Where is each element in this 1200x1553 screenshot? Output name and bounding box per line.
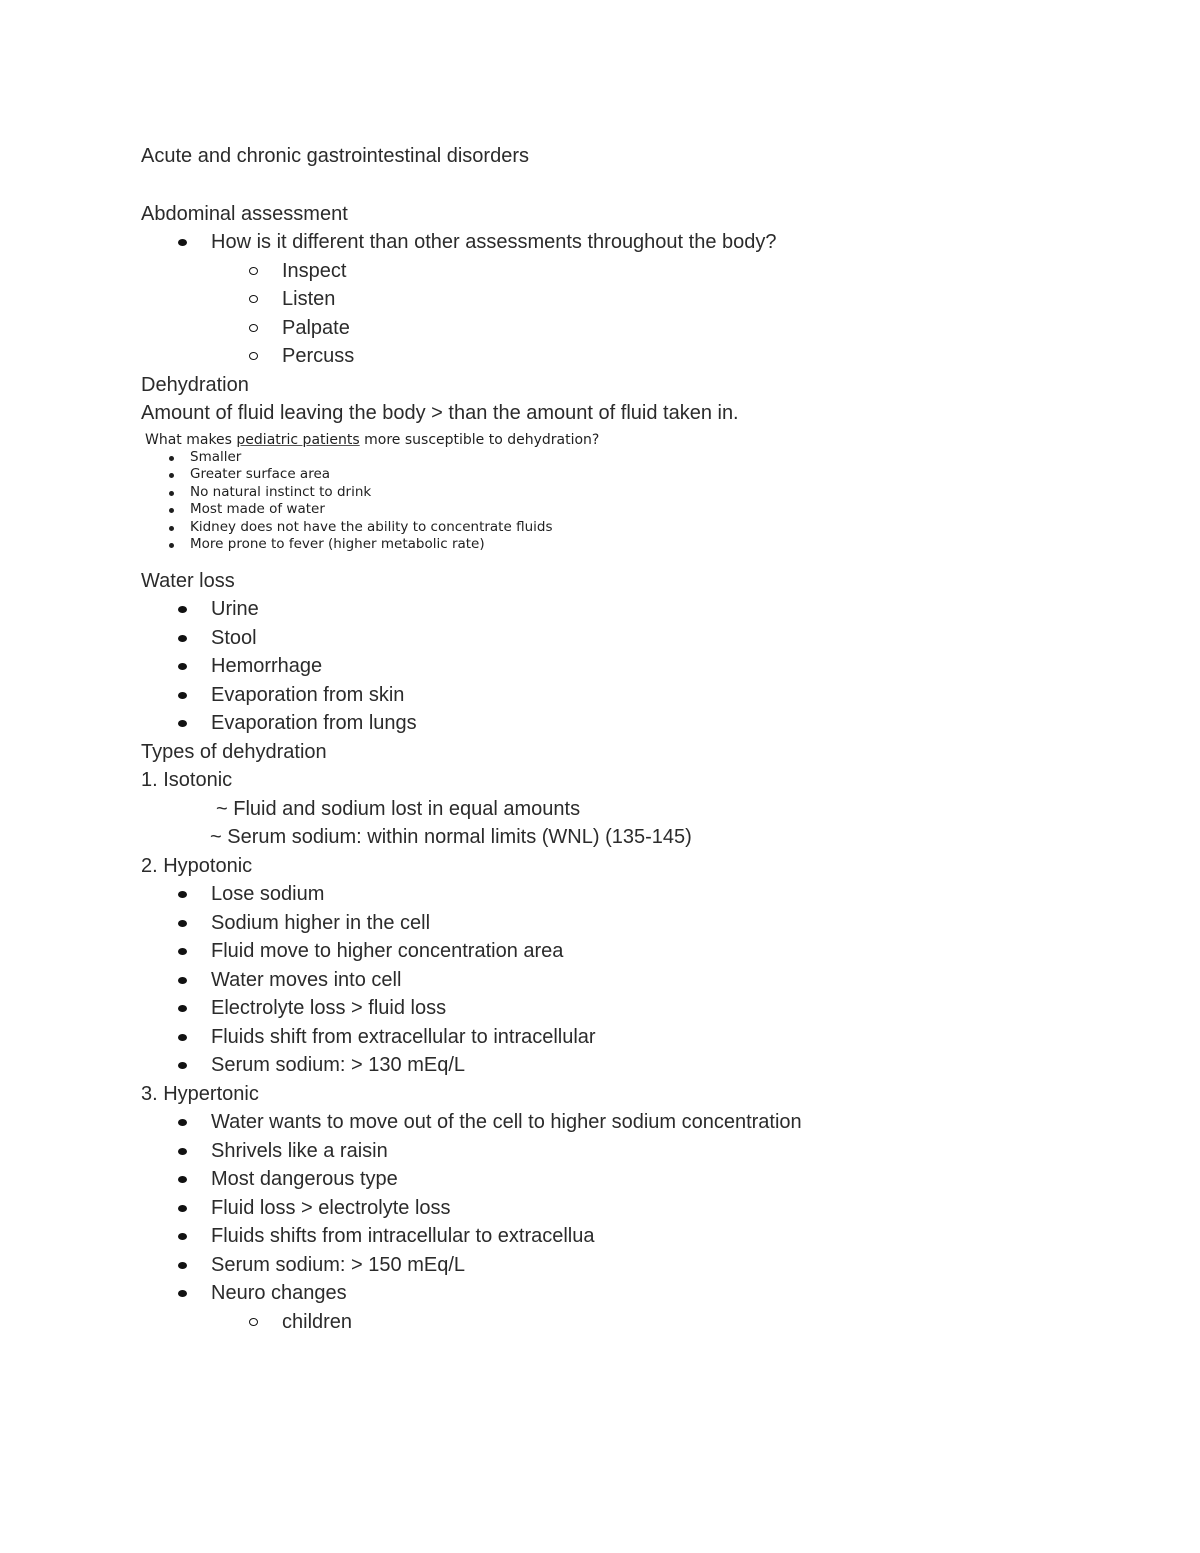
list-item: Fluid loss > electrolyte loss	[141, 1194, 1101, 1223]
list-item: More prone to fever (higher metabolic rate)	[145, 536, 1101, 554]
list-item: Fluids shifts from intracellular to extracellua	[141, 1222, 1101, 1251]
list-item: Inspect	[141, 257, 1101, 286]
bullet-icon	[178, 977, 187, 984]
hypotonic-list	[141, 880, 1101, 1080]
hypotonic-heading: 2. Hypotonic	[141, 854, 253, 877]
list-item: Sodium higher in the cell	[141, 909, 1101, 938]
bullet-icon	[178, 239, 187, 246]
list-item: Most made of water	[145, 501, 1101, 519]
bullet-icon	[169, 543, 174, 548]
bullet-icon	[178, 1148, 187, 1155]
bullet-icon	[178, 720, 187, 727]
bullet-icon	[178, 692, 187, 699]
hollow-bullet-icon	[249, 1318, 258, 1326]
list-item: Smaller	[145, 449, 1101, 467]
list-item: Greater surface area	[145, 466, 1101, 484]
list-item: Lose sodium	[141, 880, 1101, 909]
list-item: Shrivels like a raisin	[141, 1137, 1101, 1166]
bullet-icon	[178, 1233, 187, 1240]
list-item: Evaporation from skin	[141, 681, 1101, 710]
dehydration-heading: Dehydration	[141, 373, 249, 396]
list-item: How is it different than other assessments throughout the body?	[141, 228, 1101, 257]
bullet-icon	[178, 1205, 187, 1212]
list-item: Water wants to move out of the cell to higher sodium concentration	[141, 1108, 1101, 1137]
isotonic-line-1: ~ Fluid and sodium lost in equal amounts	[216, 797, 581, 820]
list-item: Serum sodium: > 150 mEq/L	[141, 1251, 1101, 1280]
bullet-icon	[169, 526, 174, 531]
list-item: Fluids shift from extracellular to intracellular	[141, 1023, 1101, 1052]
list-item: Most dangerous type	[141, 1165, 1101, 1194]
bullet-icon	[169, 491, 174, 496]
bullet-icon	[178, 663, 187, 670]
bullet-icon	[178, 1290, 187, 1297]
bullet-icon	[178, 1034, 187, 1041]
list-item: Palpate	[141, 314, 1101, 343]
dehydration-definition: Amount of fluid leaving the body > than the amount of fluid taken in.	[141, 402, 739, 424]
isotonic-heading: 1. Isotonic	[141, 769, 233, 791]
snippet-list	[145, 449, 1101, 554]
bullet-icon	[178, 948, 187, 955]
hypertonic-sub-list	[141, 1308, 1101, 1337]
underlined-term: pediatric patients	[236, 431, 360, 448]
list-item: Listen	[141, 285, 1101, 314]
list-item: Serum sodium: > 130 mEq/L	[141, 1051, 1101, 1080]
list-item: Evaporation from lungs	[141, 709, 1101, 738]
list-item: Percuss	[141, 342, 1101, 371]
list-item: Fluid move to higher concentration area	[141, 937, 1101, 966]
abdominal-heading: Abdominal assessment	[141, 202, 348, 225]
hollow-bullet-icon	[249, 267, 258, 275]
list-item: children	[141, 1308, 1101, 1337]
bullet-icon	[178, 1062, 187, 1069]
bullet-icon	[178, 1262, 187, 1269]
list-item: Water moves into cell	[141, 966, 1101, 995]
list-item: Hemorrhage	[141, 652, 1101, 681]
hollow-bullet-icon	[249, 352, 258, 360]
snippet-question: What makes pediatric patients more susceptible to dehydration?	[145, 431, 600, 448]
list-item: No natural instinct to drink	[145, 484, 1101, 502]
water-loss-list	[141, 595, 1101, 738]
blank-line	[141, 171, 1101, 200]
document-body	[141, 142, 1101, 1336]
list-item: Urine	[141, 595, 1101, 624]
water-loss-heading: Water loss	[141, 569, 235, 592]
bullet-icon	[178, 1005, 187, 1012]
hypertonic-list	[141, 1108, 1101, 1308]
pasted-image-snippet	[145, 428, 1101, 567]
bullet-icon	[169, 456, 174, 461]
types-heading: Types of dehydration	[141, 740, 327, 763]
list-item: Electrolyte loss > fluid loss	[141, 994, 1101, 1023]
hollow-bullet-icon	[249, 324, 258, 332]
hollow-bullet-icon	[249, 295, 258, 303]
list-item: Kidney does not have the ability to concentrate fluids	[145, 519, 1101, 537]
hypertonic-heading: 3. Hypertonic	[141, 1082, 259, 1105]
bullet-icon	[169, 473, 174, 478]
bullet-icon	[178, 635, 187, 642]
document-title: Acute and chronic gastrointestinal disorders	[141, 145, 529, 167]
bullet-icon	[169, 508, 174, 513]
bullet-icon	[178, 1176, 187, 1183]
bullet-icon	[178, 606, 187, 613]
list-item: Neuro changes	[141, 1279, 1101, 1308]
abdominal-list	[141, 228, 1101, 257]
bullet-icon	[178, 920, 187, 927]
bullet-icon	[178, 1119, 187, 1126]
list-item: Stool	[141, 624, 1101, 653]
bullet-icon	[178, 891, 187, 898]
isotonic-line-2: ~ Serum sodium: within normal limits (WNL) (135-145)	[210, 826, 692, 848]
abdominal-steps-list	[141, 257, 1101, 371]
